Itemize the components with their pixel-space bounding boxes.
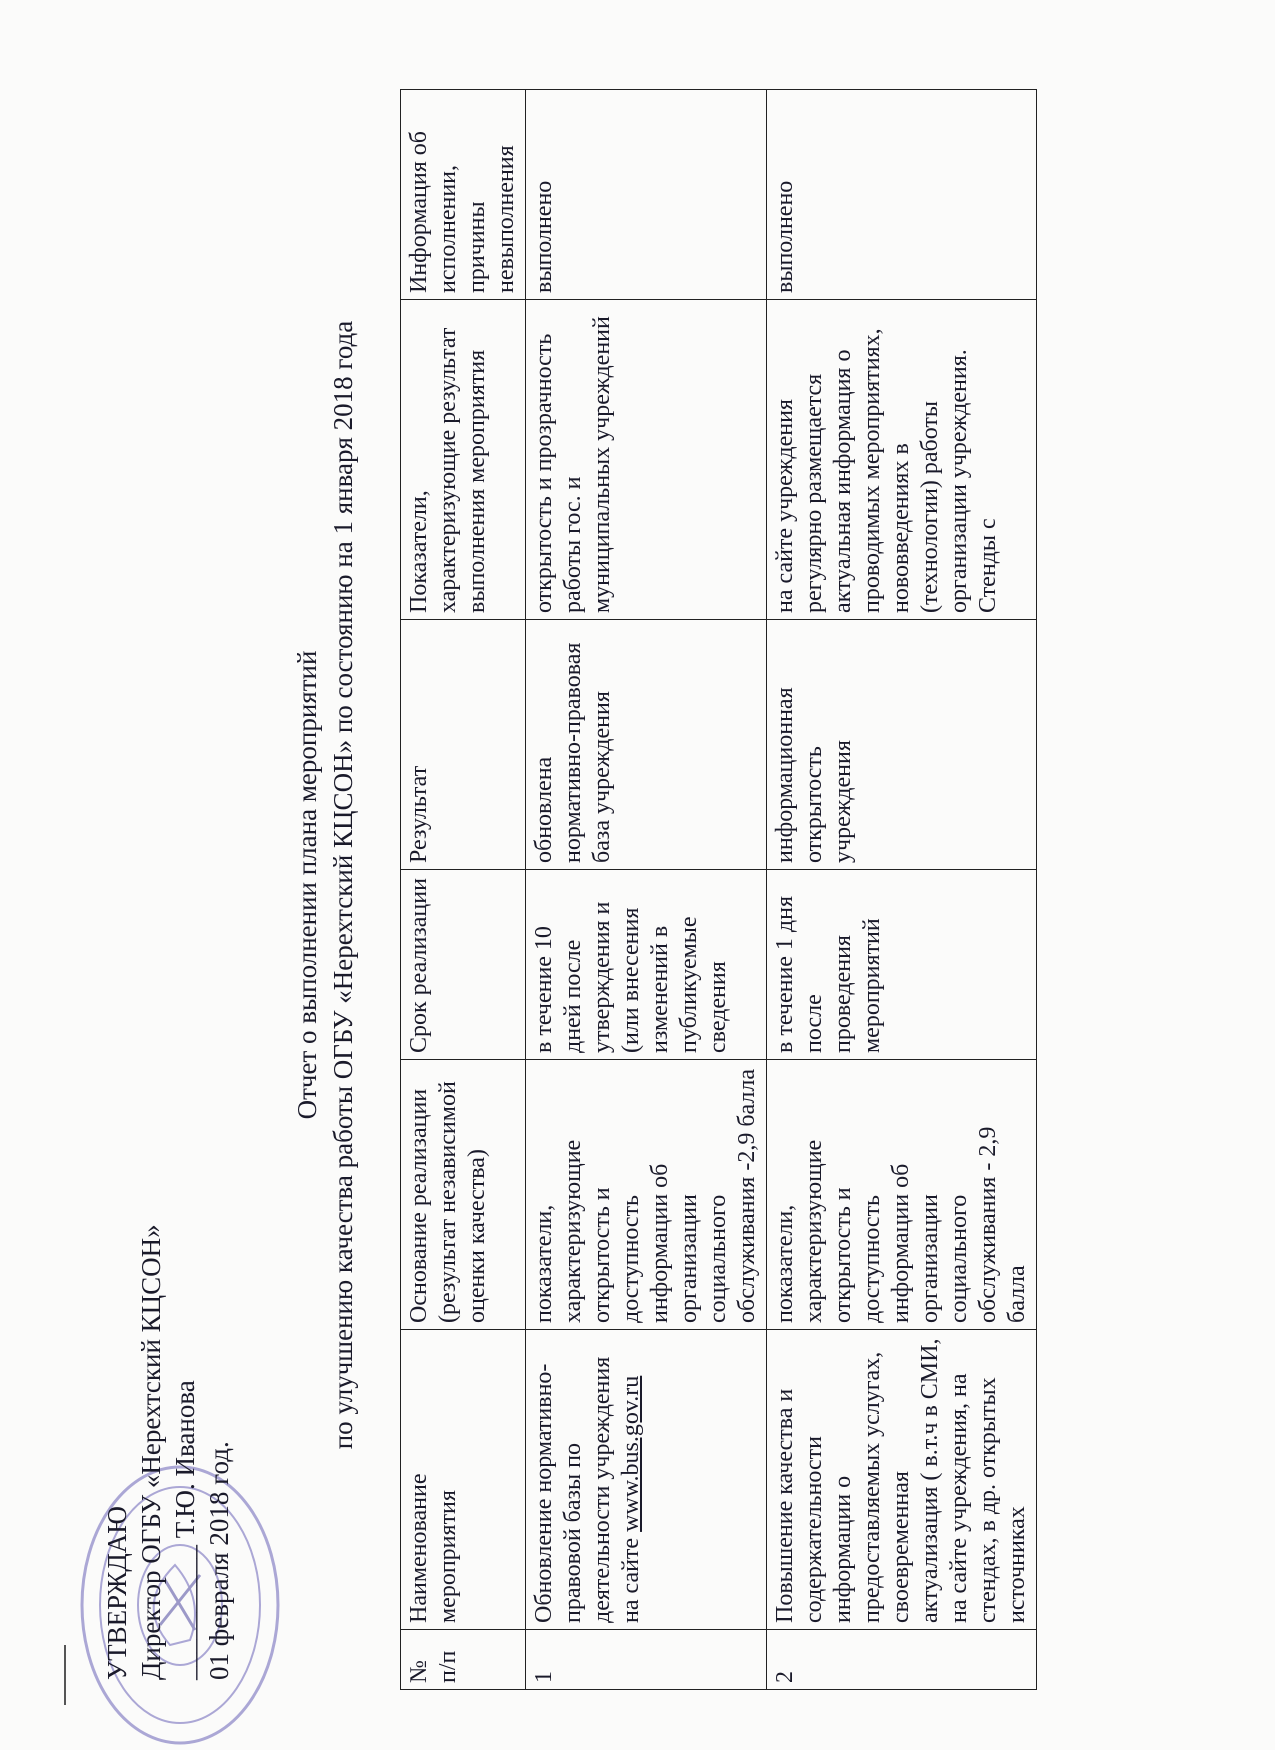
- header-term: Срок реализации: [401, 870, 526, 1060]
- row-name: [526, 1330, 767, 1630]
- row-indicators: открытость и прозрачность работы гос. и муниципальных учреждений: [526, 300, 767, 620]
- report-title: Отчет о выполнении плана мероприятий: [292, 650, 322, 1120]
- report-subtitle: по улучшению качества работы ОГБУ «Нерехтский КЦСОН» по состоянию на 1 января 2018 года: [328, 320, 358, 1450]
- row-status: выполнено: [526, 90, 767, 300]
- header-indicators: Показатели, характеризующие результат выполнения мероприятия: [401, 300, 526, 620]
- approval-block: [100, 1224, 236, 1680]
- header-num: № п/п: [401, 1630, 526, 1690]
- header-status: Информация об исполнении, причины невыполнения: [401, 90, 526, 300]
- row-num: 1: [526, 1630, 767, 1690]
- row-name-text: Обновление нормативно-правовой базы по деятельности учреждения на сайте: [531, 1356, 644, 1623]
- table-header-row: [401, 90, 526, 1690]
- header-name: Наименование мероприятия: [401, 1330, 526, 1630]
- approval-position: Директор ОГБУ «Нерехтский КЦСОН»: [136, 1224, 166, 1680]
- approval-signature: __________ Т.Ю. Иванова: [170, 1380, 200, 1680]
- approval-date: 01 февраля 2018 год.: [204, 1441, 234, 1680]
- header-result: Результат: [401, 620, 526, 870]
- report-table: [400, 89, 1037, 1690]
- row-basis: показатели, характеризующие открытость и доступность информации об организации социального обслуживания - 2,9 балла: [767, 1060, 1037, 1330]
- bus-gov-link[interactable]: www.bus.gov.ru: [618, 1375, 644, 1532]
- header-basis: Основание реализации (результат независимой оценки качества): [401, 1060, 526, 1330]
- approval-heading: УТВЕРЖДАЮ: [102, 1505, 132, 1680]
- table-row: [526, 90, 767, 1690]
- row-result: информационная открытость учреждения: [767, 620, 1037, 870]
- row-indicators: на сайте учреждения регулярно размещается актуальная информация о проводимых мероприятиях, нововведениях в (технологии) работы организации учреждения. Стенды с: [767, 300, 1037, 620]
- table-row: [767, 90, 1037, 1690]
- row-status: выполнено: [767, 90, 1037, 300]
- row-term: в течение 1 дня после проведения мероприятий: [767, 870, 1037, 1060]
- row-num: 2: [767, 1630, 1037, 1690]
- row-term: в течение 10 дней после утверждения и (или внесения изменений в публикуемые сведения: [526, 870, 767, 1060]
- row-basis: показатели, характеризующие открытость и доступность информации об организации социального обслуживания -2,9 балла: [526, 1060, 767, 1330]
- row-result: обновлена нормативно-правовая база учреждения: [526, 620, 767, 870]
- rotated-document: [60, 60, 1160, 1710]
- row-name: Повышение качества и содержательности информации о предоставляемых услугах, своевременная актуализация ( в.т.ч в СМИ, на сайте учреждения, на стендах, в др. открытых источниках: [767, 1330, 1037, 1630]
